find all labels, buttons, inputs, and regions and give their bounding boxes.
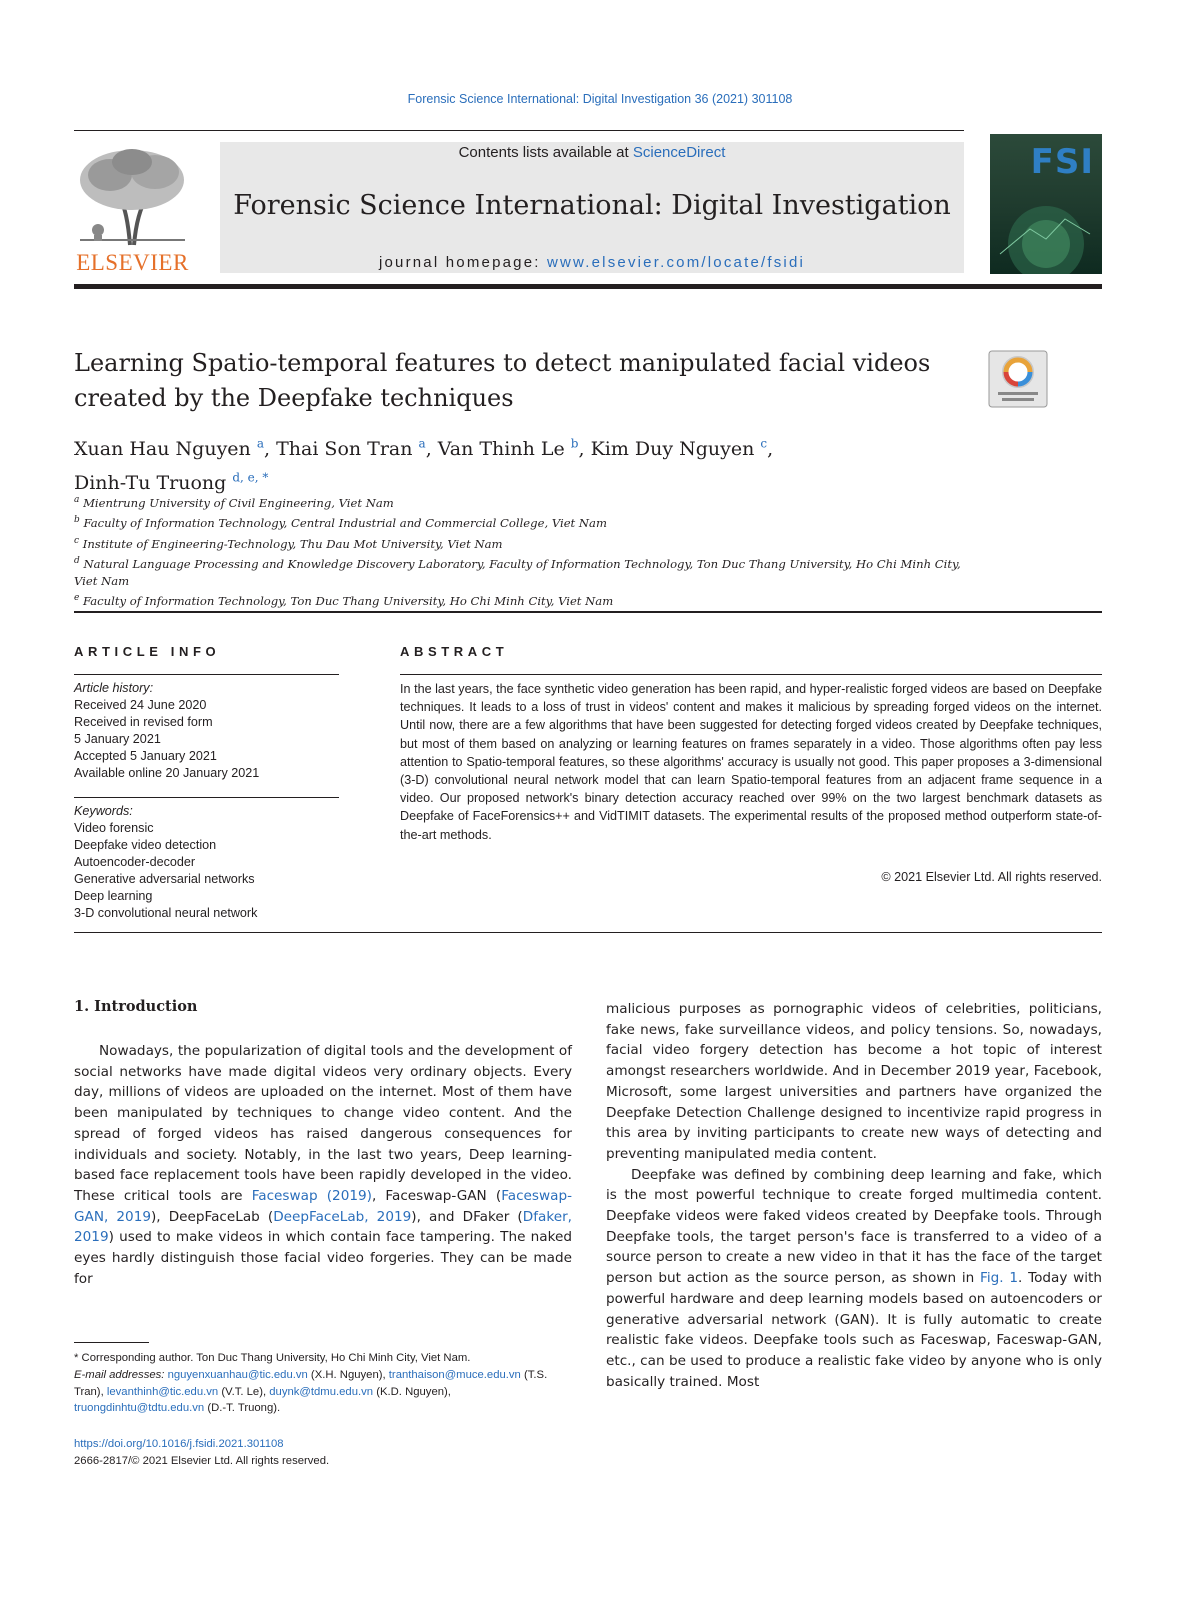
history-item: Received 24 June 2020 — [74, 698, 207, 712]
affiliation-mark[interactable]: c — [760, 437, 768, 451]
body-text: ) used to make videos in which contain face tampering. The naked eyes hardly distinguish those facial video forgeries. They can be made for — [74, 1229, 572, 1287]
history-item: Accepted 5 January 2021 — [74, 749, 217, 763]
email-link[interactable]: truongdinhtu@tdtu.edu.vn — [74, 1402, 205, 1415]
abstract-heading: ABSTRACT — [400, 644, 509, 659]
affiliation-letter: d — [74, 555, 80, 566]
body-text: Deepfake was defined by combining deep learning and fake, which is the most powerful technique to create forged multimedia content. Deepfake videos were faked videos created by Deepfake tools. Through Deepfake tools, the target person's face is transferred to a video of a source person to create a new video in that it has the face of the target person but action as the source person, as shown in — [606, 1166, 1102, 1287]
author-name: Kim Duy Nguyen — [590, 438, 755, 461]
author-list — [74, 430, 974, 497]
journal-title: Forensic Science International: Digital Investigation — [233, 190, 951, 221]
corresponding-author-footnote — [74, 1350, 572, 1417]
author-3 — [438, 438, 591, 460]
cover-fsi-brand: FSI — [1030, 142, 1094, 182]
journal-reference[interactable]: Forensic Science International: Digital Investigation 36 (2021) 301108 — [407, 92, 793, 106]
abstract-rule — [400, 674, 1102, 675]
ref-faceswap-gan[interactable]: Faceswap-GAN, 2019 — [74, 1187, 572, 1225]
affiliation-b — [74, 512, 974, 532]
sciencedirect-link[interactable]: ScienceDirect — [632, 144, 726, 161]
affiliation-list — [74, 492, 974, 611]
body-paragraph — [74, 1041, 572, 1289]
history-item: Received in revised form — [74, 715, 213, 729]
ref-faceswap[interactable]: Faceswap (2019) — [251, 1187, 372, 1204]
article-title-line2: created by the Deepfake techniques — [74, 384, 514, 412]
journal-cover — [990, 134, 1102, 274]
affiliation-letter: c — [74, 535, 80, 546]
abstract-copyright: © 2021 Elsevier Ltd. All rights reserved. — [881, 870, 1102, 884]
check-for-updates-icon[interactable] — [988, 350, 1048, 408]
affiliation-e — [74, 590, 974, 610]
affiliation-mark[interactable]: a — [256, 437, 264, 451]
author-name: Xuan Hau Nguyen — [74, 438, 251, 461]
ref-fig1[interactable]: Fig. 1 — [980, 1270, 1018, 1287]
contents-line — [220, 144, 964, 161]
email-owner: (D.-T. Truong). — [204, 1402, 281, 1415]
body-paragraph: malicious purposes as pornographic videos of celebrities, politicians, fake news, fake surveillance videos, and policy tensions. So, nowadays, facial video forgery detection has become a hot topic of interest amongst researchers worldwide. And in December 2019 year, Facebook, Microsoft, some largest universities and partners have organized the Deepfake Detection Challenge designed to incentivize rapid progress in this area by inviting participants to create new ways of detecting and preventing manipulated media content. — [606, 1001, 1102, 1162]
section-heading-introduction: 1. Introduction — [74, 998, 198, 1015]
cover-art — [990, 134, 1102, 274]
homepage-link[interactable]: www.elsevier.com/locate/fsidi — [546, 254, 806, 271]
history-label: Article history: — [74, 681, 154, 695]
keyword-item: Deepfake video detection — [74, 838, 217, 852]
body-column-left — [74, 1041, 572, 1289]
keywords-rule — [74, 797, 339, 798]
corresponding-line — [74, 1350, 572, 1367]
article-title-line1: Learning Spatio-temporal features to detect manipulated facial videos — [74, 349, 931, 377]
author-separator: , — [767, 438, 774, 461]
email-line — [74, 1367, 572, 1417]
body-text: ), and DFaker ( — [411, 1208, 523, 1225]
keywords-label: Keywords: — [74, 804, 133, 818]
email-label: E-mail addresses: — [74, 1368, 165, 1381]
article-history — [74, 680, 339, 782]
article-info-heading: ARTICLE INFO — [74, 644, 221, 659]
affiliation-text: Natural Language Processing and Knowledge Discovery Laboratory, Faculty of Information Technology, Ton Duc Thang University, Ho Chi Minh City, Viet Nam — [74, 556, 961, 589]
journal-homepage — [220, 254, 964, 271]
email-owner: (X.H. Nguyen), — [307, 1368, 389, 1381]
issn-line: 2666-2817/© 2021 Elsevier Ltd. All rights reserved. — [74, 1455, 330, 1467]
title-block-rule — [74, 611, 1102, 613]
footnote-rule — [74, 1342, 149, 1343]
body-text: Nowadays, the popularization of digital tools and the development of social networks have made digital videos very ordinary objects. Every day, millions of videos are uploaded on the internet. Most of them have been manipulated by techniques to change video content. And the spread of forged videos has raised dangerous consequences for individuals and society. Notably, in the last two years, Deep learning-based face replacement tools have been rapidly developed in the video. These critical tools are — [74, 1043, 572, 1204]
affiliation-c — [74, 533, 974, 553]
author-1 — [74, 438, 276, 460]
abstract-text: In the last years, the face synthetic video generation has been rapid, and hyper-realistic forged videos are based on Deepfake techniques. It leads to a loss of trust in videos' content and makes it malicious by spreading forged videos on the internet. Until now, there are a few algorithms that have been suggested for detecting forged videos created by Deepfake techniques, but most of them based on analyzing or learning features on frames separately in a video. Those algorithms often pay less attention to Spatio-temporal features, so these algorithms' accuracy is usually not good. This paper proposes a 3-dimensional (3-D) convolutional neural network model that can learn Spatio-temporal features from an adjacent frame sequence in a video. Our proposed network's binary detection accuracy reached over 99% on the two largest benchmark datasets as Deepfake of FaceForensics++ and VidTIMIT datasets. The experimental results of the proposed method outperform state-of-the-art methods. — [400, 682, 1102, 842]
front-matter-rule — [74, 932, 1102, 933]
body-text: . Today with powerful hardware and deep learning models based on autoencoders or generative adversarial network (GAN). It is fully automatic to create realistic fake videos. Deepfake tools such as Faceswap, Faceswap-GAN, etc., can be used to produce a realistic fake video by anyone who is only basically trained. Most — [606, 1270, 1103, 1390]
author-name: Van Thinh Le — [437, 438, 565, 461]
affiliation-letter: a — [74, 495, 80, 505]
keyword-item: Autoencoder-decoder — [74, 855, 196, 869]
history-item: 5 January 2021 — [74, 732, 161, 746]
author-separator: , — [425, 438, 438, 461]
keyword-list — [74, 803, 339, 922]
affiliation-text: Mientrung University of Civil Engineering, Viet Nam — [83, 495, 394, 510]
body-text: , Faceswap-GAN ( — [371, 1187, 502, 1204]
affiliation-letter: e — [74, 593, 80, 604]
affiliation-text: Faculty of Information Technology, Ton Duc Thang University, Ho Chi Minh City, Viet Nam — [83, 594, 614, 609]
ref-dfaker[interactable]: Dfaker, 2019 — [74, 1208, 572, 1246]
doi-link[interactable]: https://doi.org/10.1016/j.fsidi.2021.301108 — [74, 1438, 284, 1450]
affiliation-text: Faculty of Information Technology, Central Industrial and Commercial College, Viet Nam — [83, 516, 607, 531]
email-owner: (K.D. Nguyen), — [373, 1385, 451, 1398]
author-name: Thai Son Tran — [276, 438, 413, 461]
email-owner: (V.T. Le), — [218, 1385, 270, 1398]
author-separator: , — [578, 438, 591, 461]
affiliation-mark[interactable]: b — [570, 437, 579, 451]
publisher-wordmark: ELSEVIER — [76, 250, 189, 275]
ref-deepfacelab[interactable]: DeepFaceLab, 2019 — [273, 1208, 412, 1225]
body-paragraph — [606, 1165, 1102, 1393]
article-info-rule — [74, 674, 339, 675]
keyword-item: Deep learning — [74, 889, 153, 903]
author-4 — [591, 438, 774, 460]
corresponding-text: Corresponding author. Ton Duc Thang University, Ho Chi Minh City, Viet Nam. — [78, 1352, 471, 1364]
email-owner: (T.S. Tran), — [74, 1368, 548, 1398]
affiliation-mark[interactable]: a — [418, 437, 426, 451]
author-2 — [276, 438, 438, 460]
contents-prefix: Contents lists available at — [458, 144, 633, 161]
email-link[interactable]: duynk@tdmu.edu.vn — [269, 1385, 374, 1398]
homepage-prefix: journal homepage: — [378, 254, 547, 271]
footnote-mark: * — [74, 1352, 79, 1364]
author-5 — [74, 472, 268, 494]
doi-block — [74, 1436, 329, 1470]
email-link[interactable]: levanthinh@tic.edu.vn — [106, 1385, 219, 1398]
email-link[interactable]: nguyenxuanhau@tic.edu.vn — [167, 1368, 308, 1381]
body-column-right — [606, 999, 1102, 1392]
masthead-rule — [74, 284, 1102, 289]
affiliation-text: Institute of Engineering-Technology, Thu Dau Mot University, Viet Nam — [82, 536, 503, 551]
keyword-item: 3-D convolutional neural network — [74, 906, 258, 920]
affiliation-letter: b — [74, 515, 80, 526]
affiliation-mark[interactable]: d, e, * — [232, 470, 269, 485]
affiliation-d — [74, 553, 974, 591]
keyword-item: Video forensic — [74, 821, 154, 835]
history-item: Available online 20 January 2021 — [74, 766, 260, 780]
body-text: ), DeepFaceLab ( — [151, 1208, 274, 1225]
author-name: Dinh-Tu Truong — [74, 471, 227, 494]
top-rule — [74, 130, 964, 131]
email-link[interactable]: tranthaison@muce.edu.vn — [388, 1368, 521, 1381]
affiliation-a — [74, 492, 974, 512]
author-separator: , — [263, 438, 277, 461]
keyword-item: Generative adversarial networks — [74, 872, 255, 886]
article-title — [74, 346, 974, 416]
